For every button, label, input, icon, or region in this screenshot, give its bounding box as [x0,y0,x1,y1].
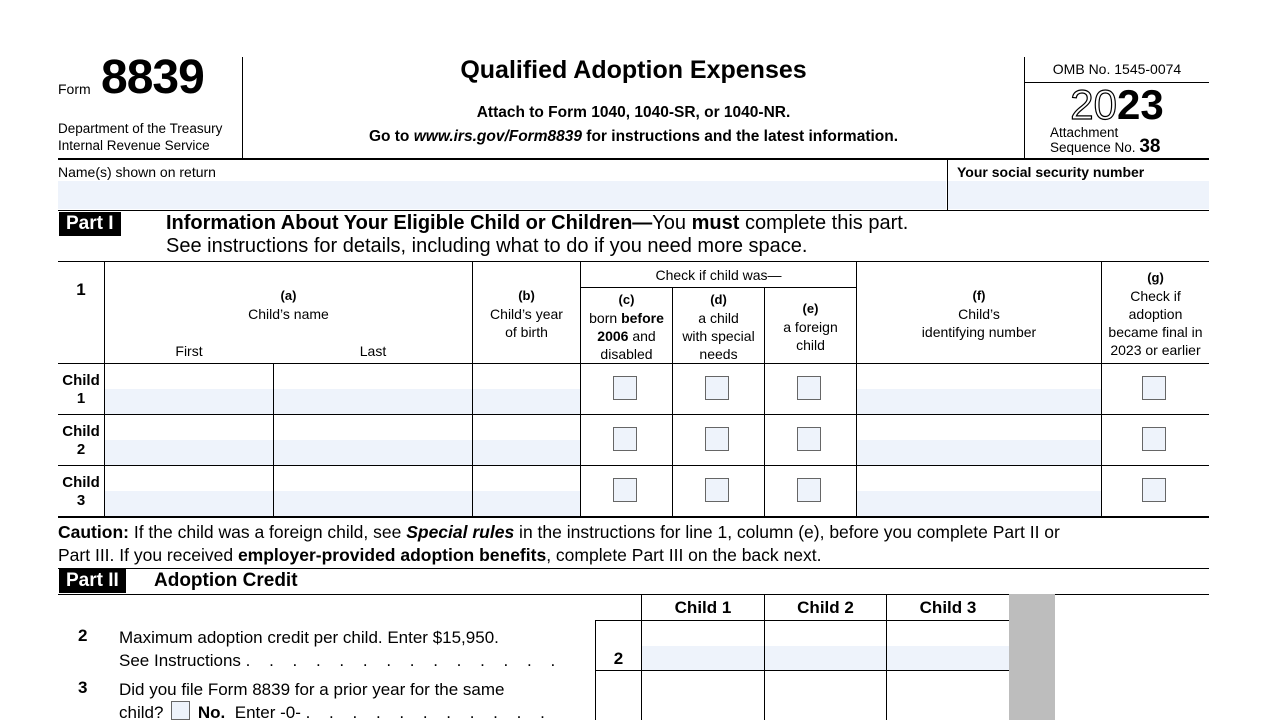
born-before-checkbox[interactable] [613,376,637,400]
line-2-child-2-field[interactable] [765,646,886,670]
adoption-final-checkbox[interactable] [1142,427,1166,451]
foreign-child-checkbox[interactable] [797,427,821,451]
col-f-header: (f) Child’s identifying number [921,288,1037,340]
born-before-checkbox[interactable] [613,427,637,451]
ssn-field[interactable] [948,181,1209,209]
line-2-child-1-field[interactable] [642,646,764,670]
adoption-final-checkbox[interactable] [1142,478,1166,502]
foreign-child-checkbox[interactable] [797,478,821,502]
line-3-no-checkbox[interactable] [171,701,190,720]
department-name: Department of the Treasury [58,121,223,136]
foreign-child-checkbox[interactable] [797,376,821,400]
part-2-tag: Part II [59,569,126,593]
line-1-number: 1 [76,280,86,299]
irs-link[interactable]: www.irs.gov/Form8839 [413,128,582,145]
col-b-header: (b) Child’s year of birth [490,288,563,340]
col-child-2: Child 2 [797,598,854,617]
child-last-name-field[interactable] [274,440,472,465]
attach-instruction: Attach to Form 1040, 1040-SR, or 1040-NR. [476,104,791,121]
col-d-header: (d) a child with special needs [682,292,755,362]
child-last-name-field[interactable] [274,389,472,414]
birth-year-field[interactable] [473,491,580,516]
department-info [58,120,222,154]
col-a-header: (a) Child’s name [248,288,329,322]
col-child-1: Child 1 [674,598,732,617]
caution-note: Caution: If the child was a foreign child, see Special rules in the instructions for line 1, column (e), before you complete Part II or Part III. If you received employer-provided adoption benefits, complete Part III on the back next. [58,522,1060,565]
born-before-checkbox[interactable] [613,478,637,502]
row-label: Child 2 [62,423,100,458]
line-2-child-3-field[interactable] [887,646,1009,670]
col-c-header: (c) born before 2006 and disabled [589,292,664,362]
line-2-box-number: 2 [613,649,624,668]
child-first-name-field[interactable] [105,389,273,414]
birth-year-field[interactable] [473,440,580,465]
identifying-number-field[interactable] [857,389,1101,414]
birth-year-field[interactable] [473,389,580,414]
line-3-number: 3 [78,678,88,697]
line-2-text: Maximum adoption credit per child. Enter $15,950. See Instructions . . . . . . . . . . . . . . [119,628,563,670]
col-a-first: First [175,343,203,359]
child-first-name-field[interactable] [105,491,273,516]
identifying-number-field[interactable] [857,491,1101,516]
attachment-sequence: Attachment Sequence No. 38 [1050,125,1161,157]
adoption-final-checkbox[interactable] [1142,376,1166,400]
form-title: Qualified Adoption Expenses [460,56,807,84]
tax-year: 2023 [1070,81,1164,128]
name-field[interactable] [58,181,946,209]
col-g-header: (g) Check if adoption became final in 2023 or earlier [1108,270,1203,358]
service-name: Internal Revenue Service [58,138,210,153]
line-3-text: Did you file Form 8839 for a prior year for the same child? No. Enter -0- . . . . . . . . . . . [119,680,552,722]
col-e-header: (e) a foreign child [783,301,838,353]
special-needs-checkbox[interactable] [705,478,729,502]
goto-instruction: Go to www.irs.gov/Form8839 for instructions and the latest information. [368,128,899,145]
form-word: Form [58,81,91,97]
line-2-number: 2 [78,626,88,645]
part-2-title: Adoption Credit [154,570,298,591]
child-first-name-field[interactable] [105,440,273,465]
col-child-3: Child 3 [919,598,977,617]
row-label: Child 3 [62,474,100,509]
ssn-label: Your social security number [957,164,1145,180]
identifying-number-field[interactable] [857,440,1101,465]
part-1-heading: Information About Your Eligible Child or Children—You must complete this part. See instructions for details, including what to do if you need more space. [166,212,909,257]
row-label: Child 1 [62,372,100,407]
check-if-header: Check if child was— [655,267,782,283]
part-1-subheading: See instructions for details, including what to do if you need more space. [166,235,808,257]
part-1-tag: Part I [59,212,121,236]
omb-number: OMB No. 1545-0074 [1052,61,1182,77]
shaded-column [1009,594,1055,720]
col-a-last: Last [359,343,387,359]
child-last-name-field[interactable] [274,491,472,516]
form-number: 8839 [101,51,204,104]
special-needs-checkbox[interactable] [705,427,729,451]
name-label: Name(s) shown on return [58,164,216,180]
special-needs-checkbox[interactable] [705,376,729,400]
